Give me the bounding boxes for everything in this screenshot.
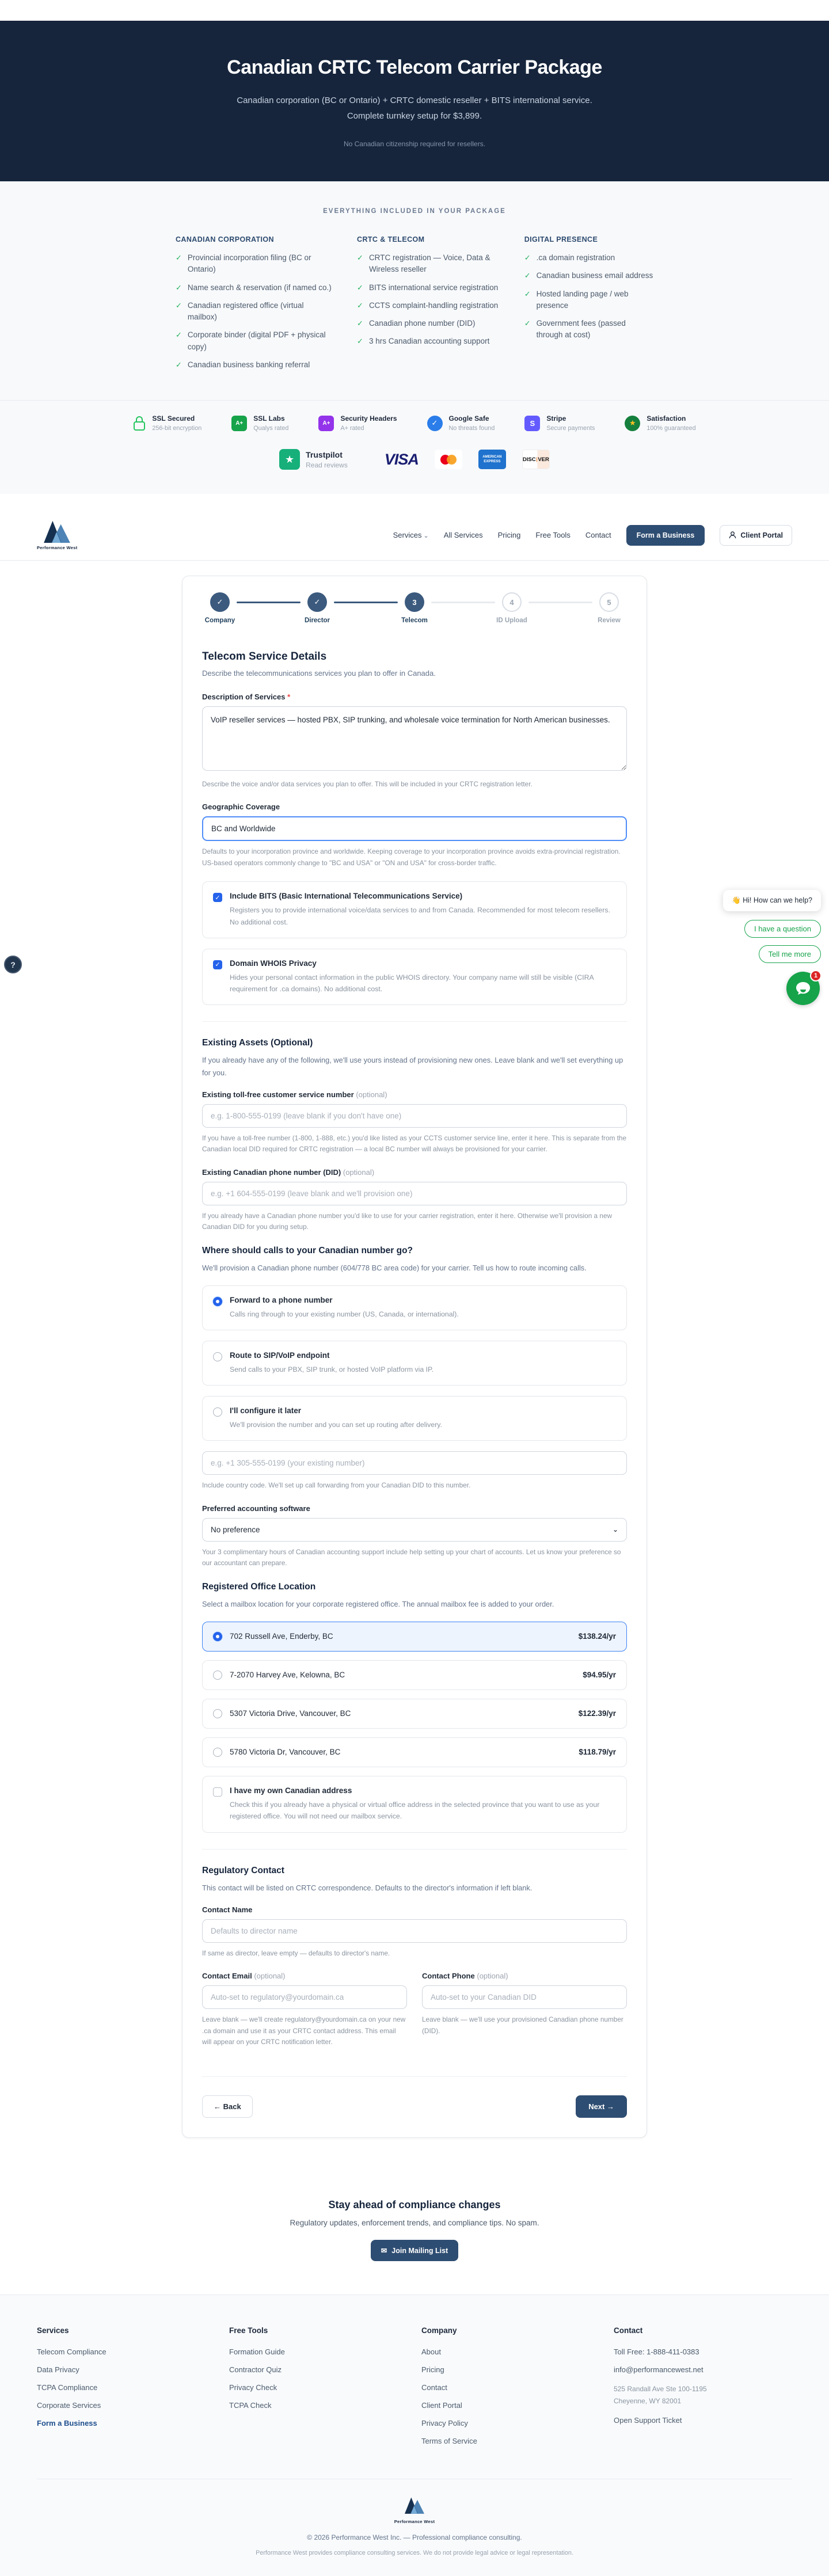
join-mailing-list-button[interactable]: ✉ Join Mailing List: [371, 2240, 458, 2261]
whois-desc: Hides your personal contact information in the public WHOIS directory. Your company name will still be visible (CIRA requirement for .ca domains). No additional cost.: [230, 973, 594, 994]
back-button[interactable]: ← Back: [202, 2095, 253, 2118]
step-id-upload[interactable]: 4 ID Upload: [495, 592, 528, 624]
footer-link-corporate-services[interactable]: Corporate Services: [37, 2401, 101, 2410]
main-content: [0, 561, 829, 2172]
footer-brand-name: Performance West: [394, 2519, 435, 2525]
section-divider: [202, 1021, 627, 1022]
chat-unread-badge: 1: [810, 970, 822, 981]
form-actions: [202, 2095, 627, 2118]
chat-reply-tell-me-more[interactable]: Tell me more: [759, 945, 821, 963]
wizard-card: [182, 576, 647, 2138]
nav-link-all-services[interactable]: All Services: [443, 531, 483, 539]
chat-launcher-button[interactable]: [786, 972, 820, 1005]
radio-unselected-icon[interactable]: [213, 1352, 222, 1361]
geographic-field: [202, 802, 627, 869]
radio-selected-icon[interactable]: [213, 1632, 222, 1641]
footer-copyright: © 2026 Performance West Inc. — Professional compliance consulting.: [307, 2533, 522, 2542]
contact-email-help: Leave blank — we'll create regulatory@yourdomain.ca on your new .ca domain and use it as your CRTC contact address. This email will appear on your CRTC notification letter.: [202, 2015, 406, 2046]
form-a-business-button[interactable]: Form a Business: [626, 525, 705, 546]
tollfree-help: If you have a toll-free number (1-800, 1-888, etc.) you'd like listed as your CCTS customer service line, enter it here. This is separate from the Canadian local DID required for CRTC registration — a local BC number will always be provisioned for your carrier.: [202, 1133, 627, 1154]
step-connector: [431, 602, 495, 603]
check-icon: ✓: [524, 319, 531, 328]
office-heading: Registered Office Location: [202, 1581, 316, 1592]
footer-support-ticket[interactable]: Open Support Ticket: [614, 2416, 682, 2425]
package-item: ✓ 3 hrs Canadian accounting support: [357, 336, 500, 347]
nav-link-contact[interactable]: Contact: [585, 531, 611, 539]
discover-dot-icon: [537, 457, 538, 462]
satisfaction-star-icon: ★: [625, 416, 640, 431]
step-director[interactable]: ✓ Director: [301, 592, 334, 624]
step-company[interactable]: ✓ Company: [203, 592, 237, 624]
badge-ssl-labs: A+ SSL Labs Qualys rated: [231, 414, 288, 432]
footer-link-terms[interactable]: Terms of Service: [421, 2437, 477, 2446]
footer-link-tcpa-check[interactable]: TCPA Check: [229, 2401, 272, 2410]
mountain-logo-icon: [44, 520, 70, 543]
check-icon: ✓: [357, 300, 363, 310]
office-price: $122.39/yr: [578, 1709, 616, 1718]
description-label: Description of Services *: [202, 692, 291, 701]
ssl-labs-icon: A+: [231, 416, 247, 431]
package-item: ✓ Corporate binder (digital PDF + physical copy): [176, 329, 333, 353]
footer: [0, 2295, 829, 2576]
office-price: $94.95/yr: [583, 1671, 616, 1680]
office-option-enderby[interactable]: 702 Russell Ave, Enderby, BC $138.24/yr: [202, 1622, 627, 1652]
footer-address: 525 Randall Ave Ste 100-1195 Cheyenne, WY 82001: [614, 2385, 707, 2405]
tollfree-label: Existing toll-free customer service number (optional): [202, 1090, 387, 1099]
radio-unselected-icon[interactable]: [213, 1407, 222, 1417]
chat-greeting-bubble[interactable]: 👋 Hi! How can we help?: [723, 890, 821, 911]
nav-link-pricing[interactable]: Pricing: [497, 531, 521, 539]
step-telecom[interactable]: 3 Telecom: [398, 592, 431, 624]
badge-ssl-secured: SSL Secured 256-bit encryption: [133, 414, 201, 432]
whois-label: Domain WHOIS Privacy: [230, 958, 317, 968]
check-icon: ✓: [357, 337, 363, 346]
package-item: ✓ Name search & reservation (if named co.): [176, 282, 333, 294]
did-label: Existing Canadian phone number (DID) (optional): [202, 1167, 375, 1177]
forward-number-field: [202, 1451, 627, 1491]
footer-link-privacy-check[interactable]: Privacy Check: [229, 2383, 277, 2392]
contact-email-input[interactable]: [202, 1985, 407, 2009]
question-icon: ?: [10, 960, 16, 969]
step-check-icon: ✓: [307, 592, 327, 612]
check-icon: ✓: [176, 360, 182, 369]
checkbox-unchecked-icon[interactable]: [213, 1787, 222, 1797]
step-review[interactable]: 5 Review: [592, 592, 626, 624]
package-item: ✓ Hosted landing page / web presence: [524, 288, 653, 312]
bits-checkbox-card[interactable]: [202, 881, 627, 938]
office-option-victoria-dr[interactable]: 5780 Victoria Dr, Vancouver, BC $118.79/yr: [202, 1737, 627, 1767]
package-column-digital: [524, 235, 653, 377]
footer-column-company: Company About Pricing Contact Client Portal Privacy Policy Terms of Service: [421, 2326, 600, 2455]
package-includes-section: [0, 181, 829, 494]
footer-column-contact: Contact Toll Free: 1-888-411-0383 info@performancewest.net 525 Randall Ave Ste 100-1195 Cheyenne, WY 82001 Open Support Ticket: [614, 2326, 792, 2455]
contact-phone-help: Leave blank — we'll use your provisioned Canadian phone number (DID).: [422, 2015, 623, 2035]
office-option-victoria-drive[interactable]: 5307 Victoria Drive, Vancouver, BC $122.39/yr: [202, 1699, 627, 1729]
section-divider: [202, 2076, 627, 2077]
progress-steps: [182, 576, 647, 633]
arrow-right-icon: →: [607, 2102, 614, 2111]
package-item: ✓ .ca domain registration: [524, 252, 653, 264]
mastercard-logo: [435, 450, 462, 469]
did-input[interactable]: [202, 1182, 627, 1205]
stripe-icon: S: [524, 416, 540, 431]
package-item: ✓ Canadian business banking referral: [176, 359, 333, 371]
did-field: [202, 1168, 627, 1233]
contact-email-label: Contact Email (optional): [202, 1972, 286, 1981]
did-help: If you already have a Canadian phone number you'd like to use for your carrier registration, enter it here. Otherwise we'll provision a new Canadian DID for you during setup.: [202, 1211, 613, 1231]
nav-link-free-tools[interactable]: Free Tools: [535, 531, 571, 539]
person-icon: [729, 531, 736, 539]
brand-logo[interactable]: [37, 520, 78, 550]
package-grid: [176, 235, 653, 377]
accounting-field: [202, 1504, 627, 1569]
discover-logo: DISC VER: [522, 450, 550, 469]
checkbox-checked-icon[interactable]: ✓: [213, 960, 222, 969]
package-item: ✓ Canadian business email address: [524, 270, 653, 281]
footer-link-contact[interactable]: Contact: [421, 2383, 447, 2392]
package-item: ✓ Government fees (passed through at cost): [524, 318, 653, 341]
package-column-telecom: [357, 235, 500, 377]
check-icon: ✓: [357, 253, 363, 262]
column-heading: CRTC & TELECOM: [357, 235, 425, 243]
package-column-corporation: [176, 235, 333, 377]
routing-heading: Where should calls to your Canadian number go?: [202, 1245, 413, 1255]
office-price: $118.79/yr: [579, 1748, 616, 1757]
office-price: $138.24/yr: [578, 1632, 616, 1641]
check-icon: ✓: [176, 253, 182, 262]
check-icon: ✓: [176, 283, 182, 292]
client-portal-button[interactable]: Client Portal: [720, 525, 792, 546]
footer-email[interactable]: info@performancewest.net: [614, 2365, 703, 2375]
bits-label: Include BITS (Basic International Telecommunications Service): [230, 892, 463, 901]
radio-unselected-icon[interactable]: [213, 1709, 222, 1718]
badge-google-safe: ✓ Google Safe No threats found: [427, 414, 495, 432]
footer-link-telecom-compliance[interactable]: Telecom Compliance: [37, 2347, 107, 2357]
tollfree-field: [202, 1090, 627, 1155]
contact-phone-label: Contact Phone (optional): [422, 1972, 508, 1981]
check-icon: ✓: [524, 253, 531, 262]
chevron-down-icon: ⌄: [612, 1525, 618, 1534]
footer-link-formation-guide[interactable]: Formation Guide: [229, 2347, 285, 2357]
trustpilot-badge[interactable]: ★ Trustpilot Read reviews: [279, 449, 348, 470]
check-icon: ✓: [176, 300, 182, 310]
check-icon: ✓: [524, 289, 531, 298]
form-title: Telecom Service Details: [202, 650, 327, 663]
main-nav: [0, 510, 829, 561]
brand-name: Performance West: [37, 545, 78, 550]
hero-note: No Canadian citizenship required for resellers.: [343, 140, 486, 148]
next-button[interactable]: Next →: [576, 2095, 627, 2118]
form-subtitle: Describe the telecommunications services you plan to offer in Canada.: [202, 669, 436, 678]
badge-security-headers: A+ Security Headers A+ rated: [318, 414, 397, 432]
step-connector: [237, 602, 301, 603]
footer-column-services: Services Telecom Compliance Data Privacy TCPA Compliance Corporate Services Form a Business: [37, 2326, 215, 2455]
mail-icon: ✉: [381, 2247, 387, 2255]
step-number: 4: [502, 592, 522, 612]
footer-disclaimer: Performance West provides compliance consulting services. We do not provide legal advice or legal representation.: [256, 2550, 573, 2557]
chat-bubble-icon: [795, 981, 811, 996]
nav-link-services[interactable]: Services ⌄: [393, 531, 429, 539]
chat-reply-question[interactable]: I have a question: [744, 920, 821, 938]
step-number: 5: [599, 592, 619, 612]
step-check-icon: ✓: [210, 592, 230, 612]
checkbox-checked-icon[interactable]: ✓: [213, 893, 222, 902]
whois-checkbox-card[interactable]: [202, 949, 627, 1006]
routing-option-forward[interactable]: Forward to a phone number Calls ring through to your existing number (US, Canada, or international).: [202, 1285, 627, 1330]
bits-desc: Registers you to provide international voice/data services to and from Canada. Recommended for most telecom resellers. No additional cost.: [230, 906, 610, 926]
step-connector: [334, 602, 398, 603]
hero-banner: [0, 21, 829, 181]
package-item: ✓ BITS international service registration: [357, 282, 500, 294]
newsletter-heading: Stay ahead of compliance changes: [328, 2199, 501, 2211]
check-icon: ✓: [524, 271, 531, 280]
existing-assets-sub: If you already have any of the following, we'll use yours instead of provisioning new ones. Leave blank and we'll set everything up for you.: [202, 1056, 623, 1077]
package-item: ✓ Canadian registered office (virtual mailbox): [176, 300, 333, 324]
accounting-help: Your 3 complimentary hours of Canadian accounting support include help setting up your chart of accounts. Let us know your preference so our accountant can prepare.: [202, 1547, 621, 1567]
newsletter-sub: Regulatory updates, enforcement trends, and compliance tips. No spam.: [290, 2219, 539, 2228]
column-heading: CANADIAN CORPORATION: [176, 235, 274, 243]
geographic-help: Defaults to your incorporation province and worldwide. Keeping coverage to your incorporation province avoids extra-provincial registration. US-based operators commonly change to "BC and USA" or "ON and USA" for cross-border traffic.: [202, 847, 621, 867]
contact-email-field: [202, 1972, 407, 2048]
hero-subtitle: Canadian corporation (BC or Ontario) + CRTC domestic reseller + BITS international service. Complete turnkey setup for $3,899.: [237, 96, 592, 121]
google-safe-icon: ✓: [427, 416, 443, 431]
padlock-icon: [133, 416, 146, 431]
geographic-label: Geographic Coverage: [202, 802, 280, 812]
package-label: EVERYTHING INCLUDED IN YOUR PACKAGE: [323, 208, 506, 215]
visa-logo: VISA: [384, 450, 419, 468]
check-icon: ✓: [176, 330, 182, 340]
amex-logo: AMERICAN EXPRESS: [478, 450, 506, 469]
required-asterisk: *: [287, 692, 291, 701]
badge-satisfaction: ★ Satisfaction 100% guaranteed: [625, 414, 695, 432]
accounting-label: Preferred accounting software: [202, 1504, 310, 1513]
contact-phone-field: [422, 1972, 627, 2048]
footer-link-privacy-policy[interactable]: Privacy Policy: [421, 2419, 468, 2428]
payment-logos-row: [0, 441, 829, 494]
contact-name-input[interactable]: [202, 1919, 627, 1943]
check-icon: ✓: [357, 283, 363, 292]
footer-link-contractor-quiz[interactable]: Contractor Quiz: [229, 2365, 282, 2375]
footer-column-free-tools: Free Tools Formation Guide Contractor Quiz Privacy Check TCPA Check: [229, 2326, 408, 2455]
footer-link-data-privacy[interactable]: Data Privacy: [37, 2365, 79, 2375]
accounting-select[interactable]: No preference ⌄: [202, 1518, 627, 1542]
regulatory-heading: Regulatory Contact: [202, 1865, 284, 1875]
footer-bottom: [37, 2479, 792, 2576]
contact-name-field: [202, 1905, 627, 1959]
package-item: ✓ CRTC registration — Voice, Data & Wireless reseller: [357, 252, 500, 276]
badge-stripe: S Stripe Secure payments: [524, 414, 595, 432]
arrow-left-icon: ←: [214, 2102, 221, 2111]
routing-sub: We'll provision a Canadian phone number (604/778 BC area code) for your carrier. Tell us how to route incoming calls.: [202, 1263, 587, 1272]
existing-assets-heading: Existing Assets (Optional): [202, 1038, 313, 1048]
security-headers-icon: A+: [318, 416, 334, 431]
contact-name-help: If same as director, leave empty — defaults to director's name.: [202, 1949, 390, 1957]
routing-option-sip[interactable]: Route to SIP/VoIP endpoint Send calls to your PBX, SIP trunk, or hosted VoIP platform via IP.: [202, 1341, 627, 1386]
chevron-down-icon: ⌄: [423, 532, 429, 539]
description-field: [202, 692, 627, 790]
geographic-input[interactable]: [202, 816, 627, 841]
telecom-form: [182, 633, 647, 2137]
footer-link-about[interactable]: About: [421, 2347, 441, 2357]
description-textarea[interactable]: [202, 706, 627, 771]
own-address-checkbox-card[interactable]: I have my own Canadian address Check this if you already have a physical or virtual office address in the selected province that you want to use as your registered office. You will not need our mailbox service.: [202, 1776, 627, 1833]
package-item: ✓ Canadian phone number (DID): [357, 318, 500, 329]
trust-badges-row: [0, 400, 829, 441]
step-number: 3: [405, 592, 424, 612]
forward-number-help: Include country code. We'll set up call forwarding from your Canadian DID to this number.: [202, 1481, 471, 1490]
accessibility-help-button[interactable]: [4, 956, 22, 973]
column-heading: DIGITAL PRESENCE: [524, 235, 598, 243]
step-connector: [528, 602, 592, 603]
footer-link-tcpa-compliance[interactable]: TCPA Compliance: [37, 2383, 98, 2392]
regulatory-sub: This contact will be listed on CRTC correspondence. Defaults to the director's information if left blank.: [202, 1883, 533, 1892]
top-strip: [0, 0, 829, 21]
radio-unselected-icon[interactable]: [213, 1671, 222, 1680]
footer-link-form-a-business[interactable]: Form a Business: [37, 2419, 97, 2428]
page-title: Canadian CRTC Telecom Carrier Package: [227, 56, 602, 78]
office-option-kelowna[interactable]: 7-2070 Harvey Ave, Kelowna, BC $94.95/yr: [202, 1660, 627, 1690]
newsletter-section: [0, 2172, 829, 2295]
package-item: ✓ Provincial incorporation filing (BC or Ontario): [176, 252, 333, 276]
footer-phone[interactable]: Toll Free: 1-888-411-0383: [614, 2347, 699, 2357]
section-divider: [202, 1849, 627, 1850]
footer-link-pricing[interactable]: Pricing: [421, 2365, 444, 2375]
chat-quick-replies: [744, 920, 821, 963]
description-help: Describe the voice and/or data services you plan to offer. This will be included in your CRTC registration letter.: [202, 780, 533, 788]
contact-phone-input[interactable]: [422, 1985, 627, 2009]
radio-selected-icon[interactable]: [213, 1297, 222, 1306]
package-item: ✓ CCTS complaint-handling registration: [357, 300, 500, 311]
contact-name-label: Contact Name: [202, 1905, 253, 1914]
radio-unselected-icon[interactable]: [213, 1748, 222, 1757]
office-sub: Select a mailbox location for your corporate registered office. The annual mailbox fee is added to your order.: [202, 1599, 554, 1608]
routing-option-later[interactable]: I'll configure it later We'll provision the number and you can set up routing after delivery.: [202, 1396, 627, 1441]
check-icon: ✓: [357, 319, 363, 328]
tollfree-input[interactable]: [202, 1104, 627, 1128]
footer-logo-icon: [405, 2497, 424, 2514]
footer-link-client-portal[interactable]: Client Portal: [421, 2401, 462, 2410]
trustpilot-star-icon: ★: [279, 449, 300, 470]
forward-number-input[interactable]: [202, 1451, 627, 1475]
